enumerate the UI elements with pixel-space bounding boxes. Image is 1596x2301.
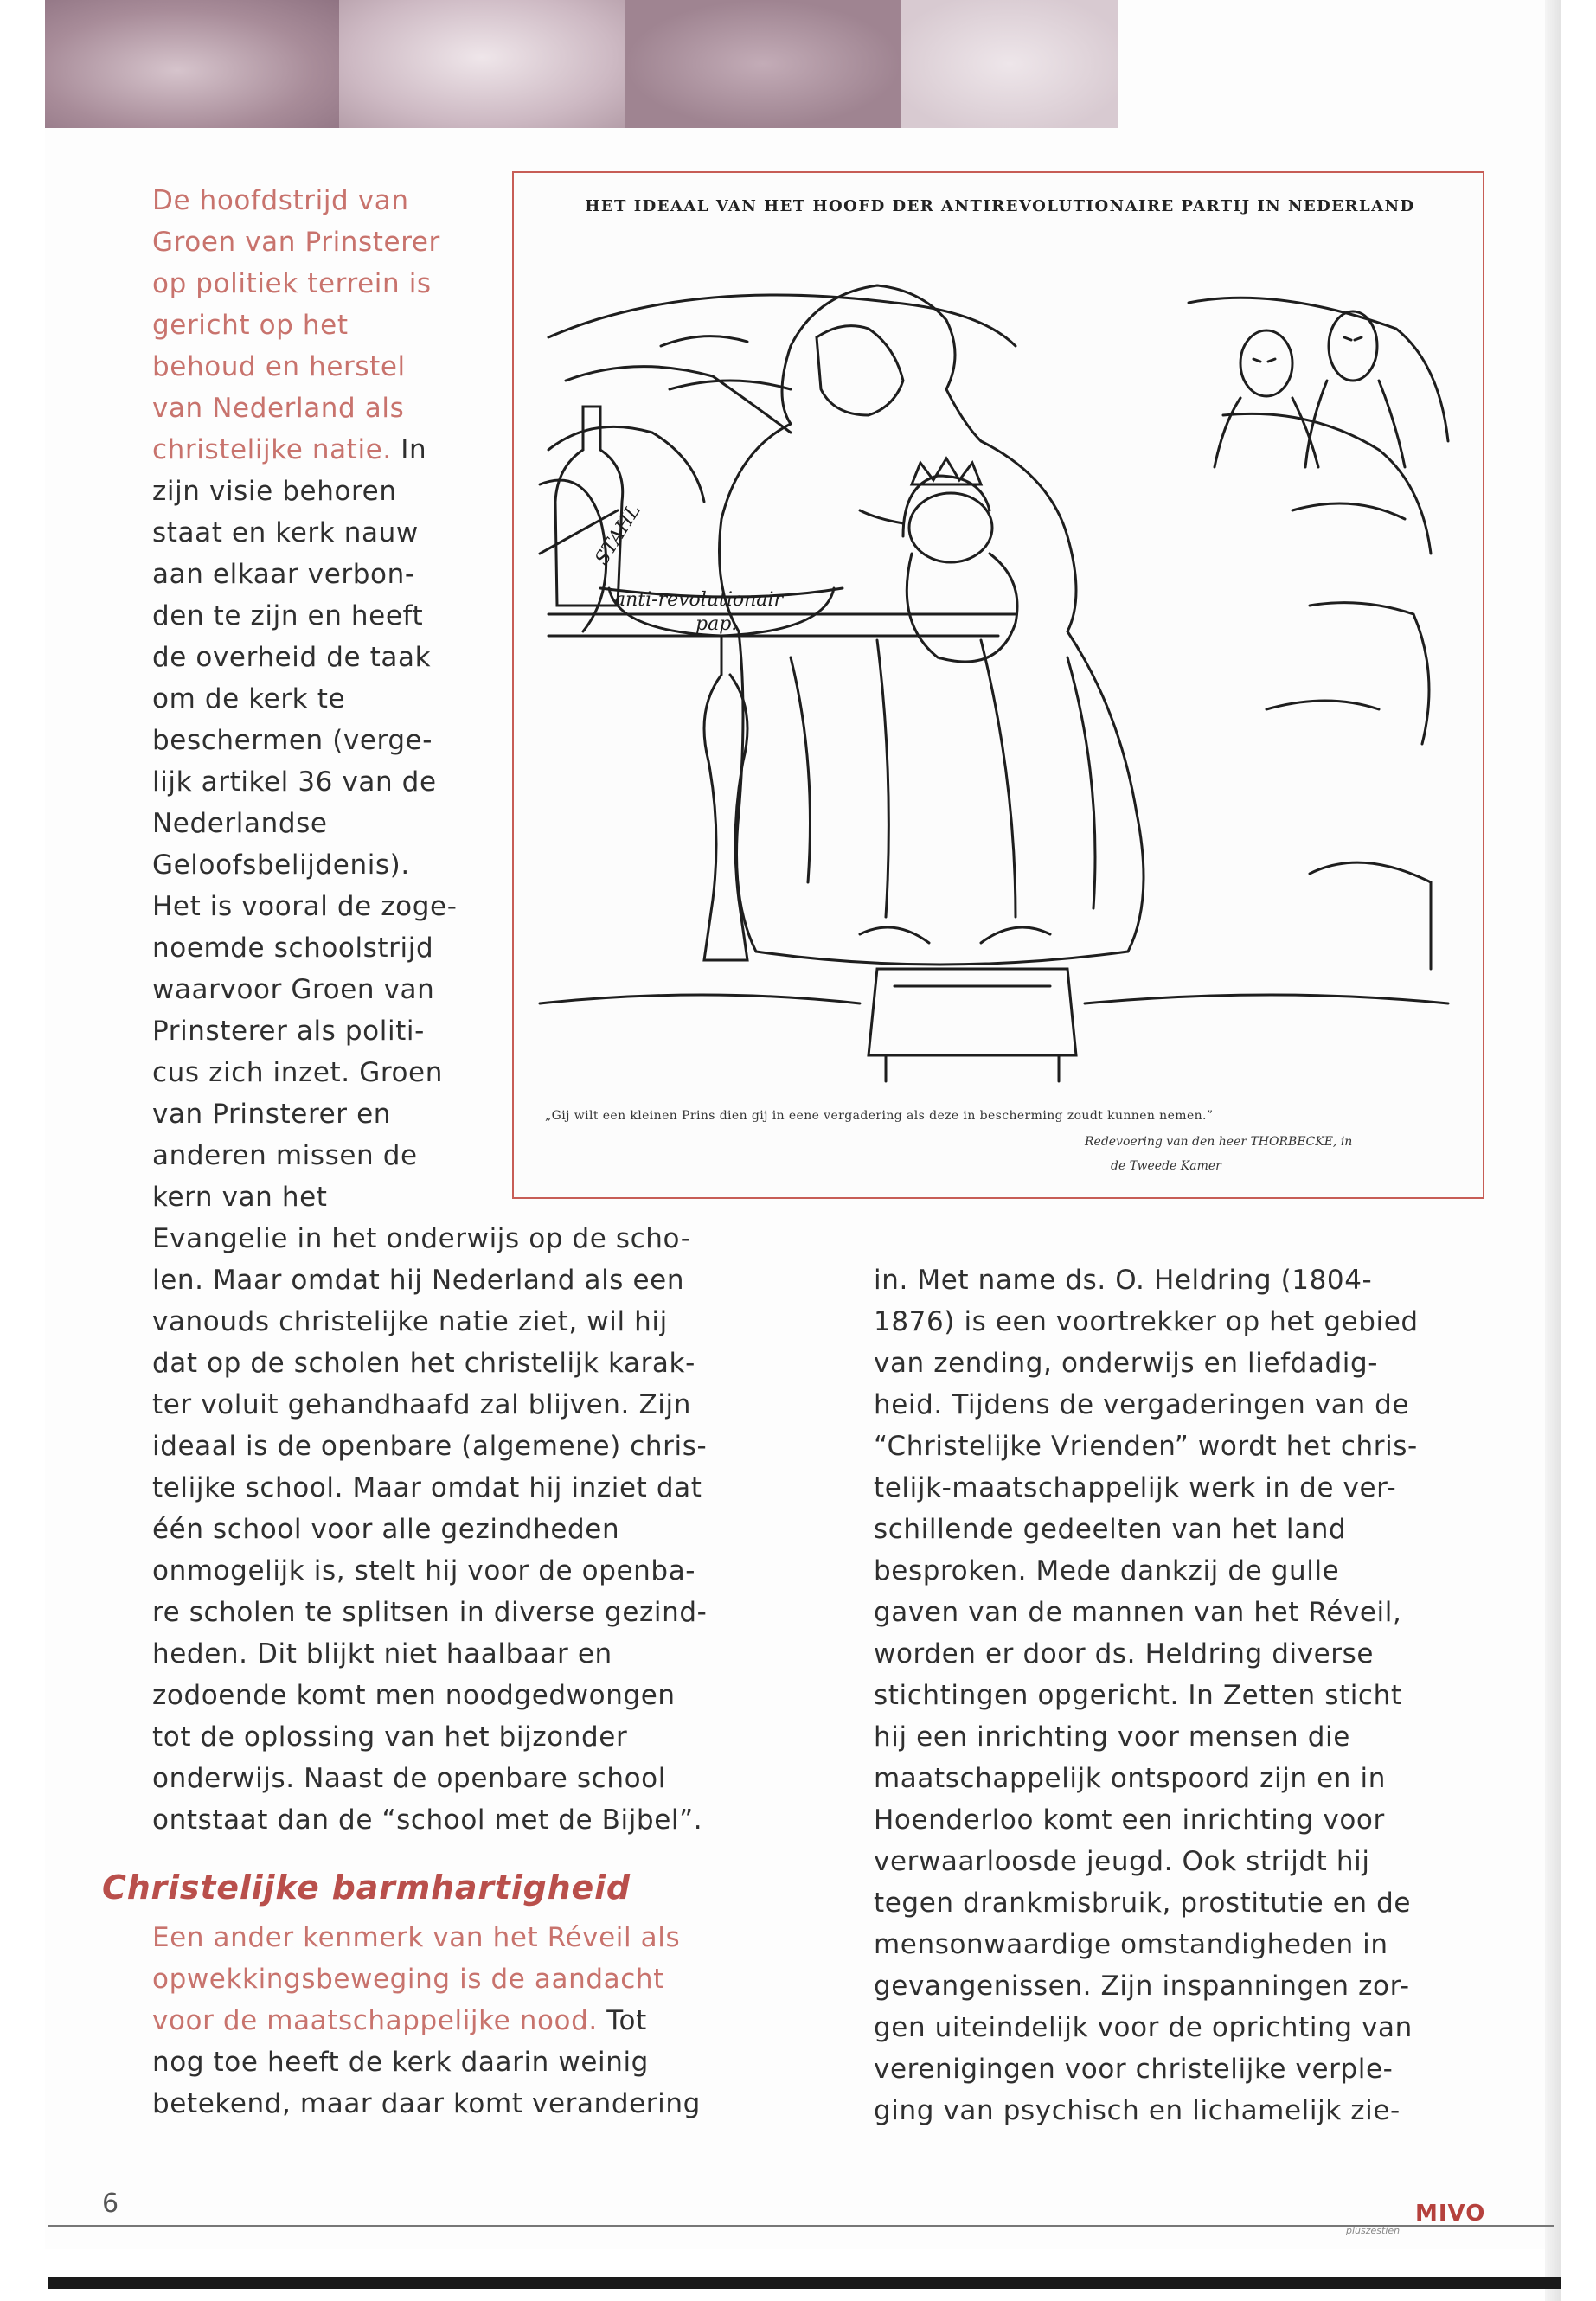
body-line: verenigingen voor christelijke verple- (874, 2054, 1394, 2085)
cartoon-attribution: de Tweede Kamer (1111, 1159, 1221, 1173)
body-line: vanouds christelijke natie ziet, wil hij (152, 1306, 668, 1337)
body-line: worden er door ds. Heldring diverse (874, 1638, 1375, 1670)
body-line: gaven van de mannen van het Réveil, (874, 1597, 1402, 1628)
body-line: één school voor alle gezindheden (152, 1514, 620, 1545)
body-line: van zending, onderwijs en liefdadig- (874, 1348, 1379, 1379)
intro-line: Groen van Prinsterer (152, 227, 440, 258)
body-line: maatschappelijk ontspoord zijn en in (874, 1763, 1386, 1794)
cartoon-drawing (531, 225, 1469, 1099)
body-line: “Christelijke Vrienden” wordt het chris- (874, 1431, 1418, 1462)
page-number: 6 (102, 2189, 119, 2219)
section-text: Tot (597, 2005, 647, 2036)
intro-line: cus zich inzet. Groen (152, 1057, 443, 1088)
cartoon-figure (512, 171, 1484, 1199)
intro-line: den te zijn en heeft (152, 600, 424, 631)
section-heading: Christelijke barmhartigheid (102, 1868, 631, 1907)
intro-line: noemde schoolstrijd (152, 933, 434, 964)
intro-line: De hoofdstrijd van (152, 185, 409, 216)
intro-line: de overheid de taak (152, 642, 432, 673)
intro-line (152, 429, 457, 471)
body-line: Evangelie in het onderwijs op de scho- (152, 1223, 691, 1254)
section-line (152, 2000, 701, 2041)
body-line: 1876) is een voortrekker op het gebied (874, 1306, 1419, 1337)
body-line: stichtingen opgericht. In Zetten sticht (874, 1680, 1402, 1711)
body-line: dat op de scholen het christelijk karak- (152, 1348, 695, 1379)
brand-logo: MIVO (1415, 2201, 1486, 2227)
body-line: zodoende komt men noodgedwongen (152, 1680, 676, 1711)
intro-accent-text: christelijke natie. (152, 434, 392, 465)
body-line: in. Met name ds. O. Heldring (1804- (874, 1265, 1373, 1296)
body-line: ter voluit gehandhaafd zal blijven. Zijn (152, 1389, 691, 1420)
intro-line: lijk artikel 36 van de (152, 766, 437, 798)
intro-line: beschermen (verge- (152, 725, 433, 756)
header-photo (339, 0, 625, 128)
body-line: telijk-maatschappelijk werk in de ver- (874, 1472, 1397, 1503)
body-line: tot de oplossing van het bijzonder (152, 1721, 628, 1753)
intro-line: Het is vooral de zoge- (152, 891, 458, 922)
intro-line: waarvoor Groen van (152, 974, 435, 1005)
cartoon-attribution: Redevoering van den heer THORBECKE, in (1085, 1135, 1353, 1149)
body-line: schillende gedeelten van het land (874, 1514, 1347, 1545)
body-line: Hoenderloo komt een inrichting voor (874, 1804, 1385, 1836)
page-edge (1545, 0, 1561, 2301)
header-photo (45, 0, 339, 128)
intro-line: kern van het (152, 1182, 328, 1213)
intro-line: zijn visie behoren (152, 476, 397, 507)
intro-line: staat en kerk nauw (152, 517, 419, 548)
body-line: gen uiteindelijk voor de oprichting van (874, 2012, 1413, 2043)
intro-line: Geloofsbelijdenis). (152, 849, 410, 881)
intro-line: van Prinsterer en (152, 1099, 392, 1130)
section-line: nog toe heeft de kerk daarin weinig (152, 2047, 649, 2078)
footer-rule (48, 2225, 1554, 2227)
continuation-paragraph (152, 1218, 707, 1841)
intro-line: anderen missen de (152, 1140, 418, 1171)
header-photo-strip (45, 0, 1118, 128)
intro-line: om de kerk te (152, 683, 346, 715)
header-photo (625, 0, 901, 128)
right-column-paragraph (874, 1259, 1419, 2131)
body-line: besproken. Mede dankzij de gulle (874, 1555, 1340, 1586)
body-line: ging van psychisch en lichamelijk zie- (874, 2095, 1401, 2126)
intro-line: Nederlandse (152, 808, 328, 839)
intro-line: aan elkaar verbon- (152, 559, 415, 590)
brand-subtitle: pluszestien (1346, 2225, 1401, 2236)
section-accent-text: voor de maatschappelijke nood. (152, 2005, 598, 2036)
body-line: re scholen te splitsen in diverse gezind- (152, 1597, 708, 1628)
section-line: betekend, maar daar komt verandering (152, 2088, 701, 2119)
intro-line: van Nederland als (152, 393, 405, 424)
body-line: telijke school. Maar omdat hij inziet dat (152, 1472, 702, 1503)
intro-line: gericht op het (152, 310, 349, 341)
body-line: mensonwaardige omstandigheden in (874, 1929, 1388, 1960)
bottle-label: STAHL (591, 500, 645, 569)
bowl-label-1: anti-revolutionair (614, 589, 783, 611)
body-line: heid. Tijdens de vergaderingen van de (874, 1389, 1410, 1420)
body-line: ideaal is de openbare (algemene) chris- (152, 1431, 708, 1462)
cartoon-title: HET IDEAAL VAN HET HOOFD DER ANTIREVOLUTIONAIRE PARTIJ IN NEDERLAND (585, 197, 1415, 215)
intro-line: Prinsterer als politi- (152, 1016, 425, 1047)
intro-line: behoud en herstel (152, 351, 406, 382)
body-line: heden. Dit blijkt niet haalbaar en (152, 1638, 612, 1670)
body-line: gevangenissen. Zijn inspanningen zor- (874, 1971, 1410, 2002)
body-line: onmogelijk is, stelt hij voor de openba- (152, 1555, 696, 1586)
section-paragraph (152, 1917, 701, 2125)
body-line: len. Maar omdat hij Nederland als een (152, 1265, 685, 1296)
body-line: tegen drankmisbruik, prostitutie en de (874, 1888, 1412, 1919)
bottom-bar (48, 2277, 1561, 2289)
section-line: Een ander kenmerk van het Réveil als (152, 1922, 681, 1953)
intro-paragraph (152, 180, 457, 1218)
body-line: hij een inrichting voor mensen die (874, 1721, 1350, 1753)
body-line: verwaarloosde jeugd. Ook strijdt hij (874, 1846, 1370, 1877)
body-line: ontstaat dan de “school met de Bijbel”. (152, 1804, 703, 1836)
section-line: opwekkingsbeweging is de aandacht (152, 1964, 664, 1995)
bowl-label-2: pap. (695, 613, 738, 635)
intro-line: op politiek terrein is (152, 268, 432, 299)
cartoon-caption: „Gij wilt een kleinen Prins dien gij in eene vergadering als deze in bescherming zoudt kunnen nemen.” (545, 1109, 1214, 1123)
intro-text: In (391, 434, 427, 465)
body-line: onderwijs. Naast de openbare school (152, 1763, 666, 1794)
header-photo (901, 0, 1118, 128)
